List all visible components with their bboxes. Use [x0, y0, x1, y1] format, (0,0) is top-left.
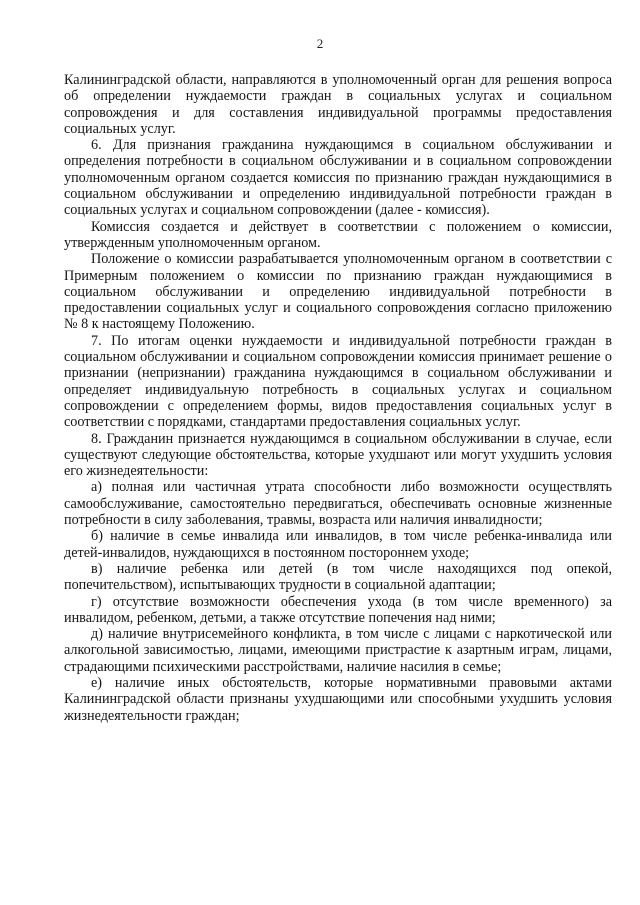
list-item-d: д) наличие внутрисемейного конфликта, в том числе с лицами с наркотической или алкогольной зависимостью, лицами, имеющими пристрастие к азартным играм, лицами, страдающими психическими расстройствами, наличие насилия в семье; — [64, 626, 612, 675]
list-item-e: е) наличие иных обстоятельств, которые нормативными правовыми актами Калининградской области признаны ухудшающими или способными ухудшить условия жизнедеятельности граждан; — [64, 674, 612, 724]
paragraph-commission-regulation: Положение о комиссии разрабатывается уполномоченным органом в соответствии с Примерным положением о комиссии по признанию граждан нуждающимися в социальном обслуживании и определению индивидуальной потребности в предоставлении социальных услуг и социального сопровождения согласно приложению № 8 к настоящему Положению. — [64, 251, 612, 333]
paragraph-commission-created: Комиссия создается и действует в соответствии с положением о комиссии, утвержденным уполномоченным органом. — [64, 218, 612, 251]
paragraph-clause-6: 6. Для признания гражданина нуждающимся в социальном обслуживании и определения потребности в социальном обслуживании и в социальном сопровождении уполномоченным органом создается комиссия по признанию граждан нуждающимися в социальном обслуживании и определению индивидуальной потребности граждан в социальных услугах и социальном сопровождении (далее - комиссия). — [64, 137, 612, 219]
page-number: 2 — [316, 36, 324, 51]
list-item-v: в) наличие ребенка или детей (в том числе находящихся под опекой, попечительством), испытывающих трудности в социальной адаптации; — [64, 560, 612, 594]
paragraph-clause-8: 8. Гражданин признается нуждающимся в социальном обслуживании в случае, если существуют следующие обстоятельства, которые ухудшают или могут ухудшить условия его жизнедеятельности: — [64, 430, 612, 480]
list-item-b: б) наличие в семье инвалида или инвалидов, в том числе ребенка-инвалида или детей-инвалидов, нуждающихся в постоянном постороннем уходе; — [64, 528, 612, 561]
list-item-g: г) отсутствие возможности обеспечения ухода (в том числе временного) за инвалидом, ребенком, детьми, а также отсутствие попечения над ними; — [64, 593, 612, 626]
list-item-a: а) полная или частичная утрата способности либо возможности осуществлять самообслуживание, самостоятельно передвигаться, обеспечивать основные жизненные потребности в силу заболевания, травмы, возраста или наличия инвалидности; — [64, 479, 612, 529]
paragraph-clause-7: 7. По итогам оценки нуждаемости и индивидуальной потребности граждан в социальном обслуживании и социальном сопровождении комиссия принимает решение о признании (непризнании) гражданина нуждающимся в социальном обслуживании и определяет индивидуальную потребность в социальных услугах и социальном сопровождении с определением формы, видов предоставления социальных услуг в соответствии с порядками, стандартами предоставления социальных услуг. — [64, 332, 612, 431]
paragraph-continuation: Калининградской области, направляются в уполномоченный орган для решения вопроса об определении нуждаемости граждан в социальных услугах и социальном сопровождения и для составления индивидуальной программы предоставления социальных услуг. — [64, 72, 612, 137]
document-body — [64, 72, 612, 724]
